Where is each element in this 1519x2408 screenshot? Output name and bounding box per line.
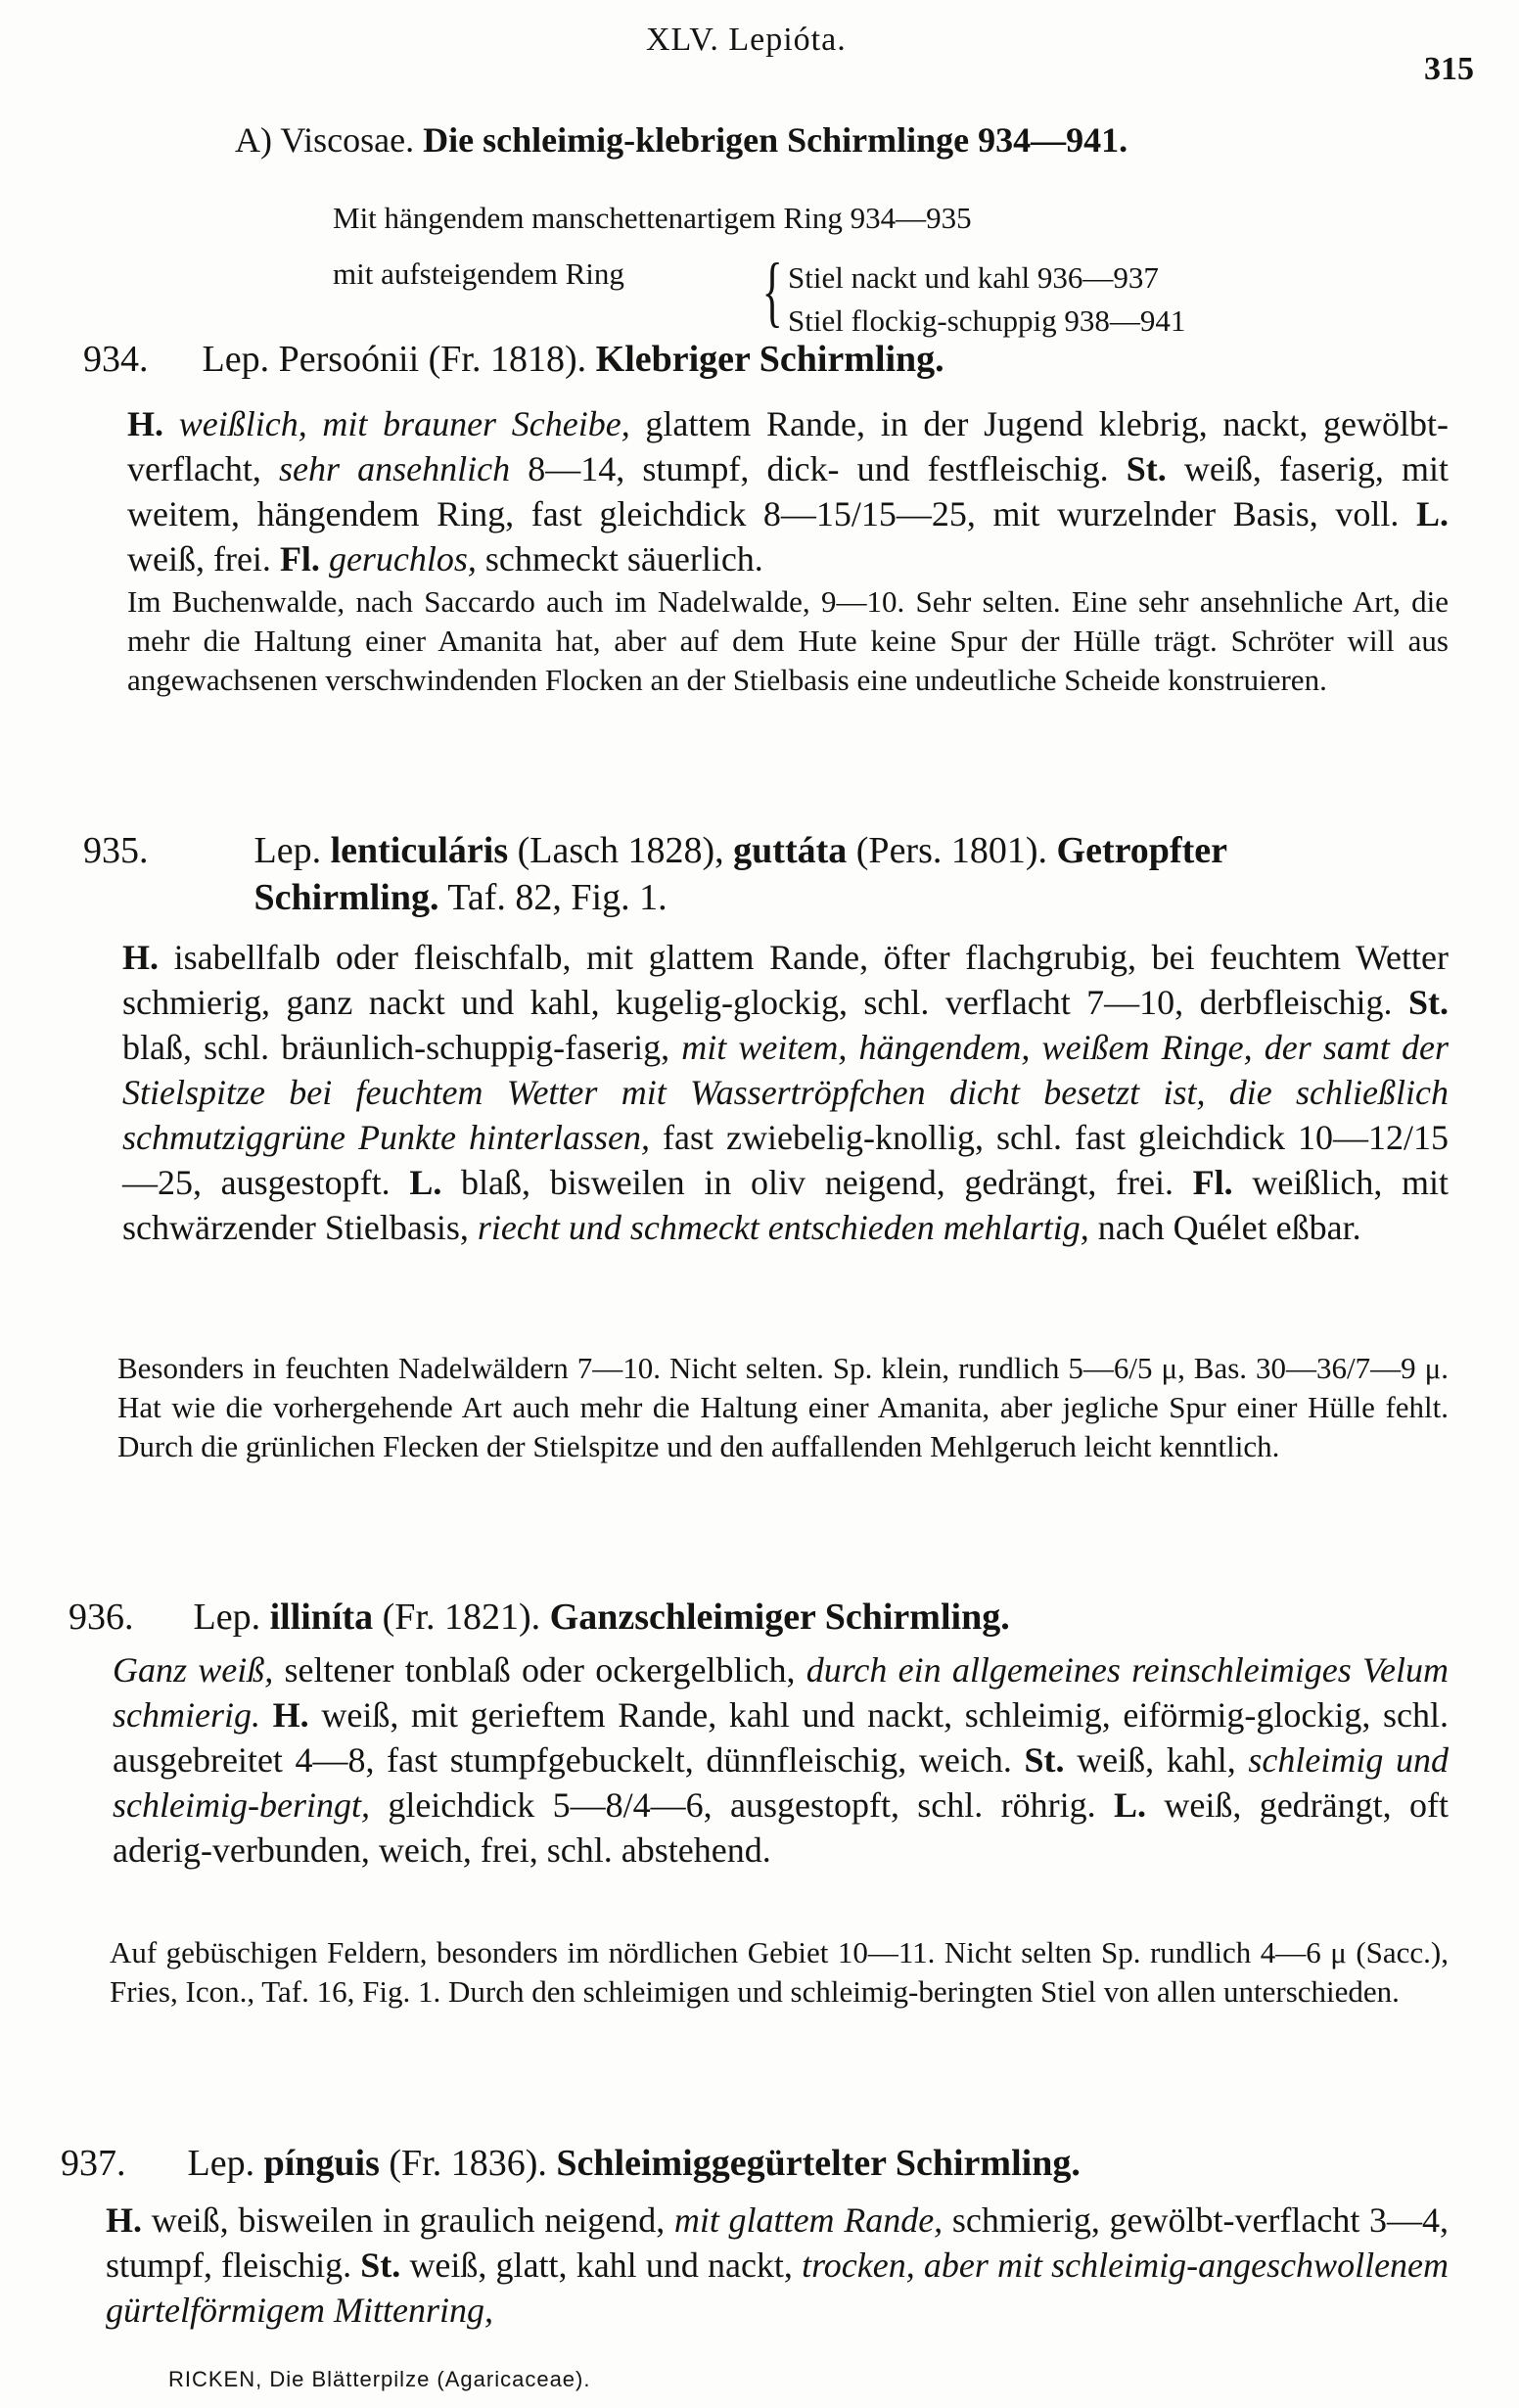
common-name: Getropfter bbox=[1056, 830, 1227, 871]
text: weiß, bisweilen in graulich neigend, bbox=[151, 2200, 666, 2240]
key-line-2-label: mit aufsteigendem Ring bbox=[333, 256, 624, 291]
entry-number: 936. bbox=[69, 1597, 134, 1638]
text-italic: durch ein allgemeines reinschleimiges Velum schmierig. bbox=[113, 1650, 1449, 1735]
entry-935-description bbox=[122, 935, 1449, 1250]
running-head: XLV. Lepióta. bbox=[646, 22, 847, 58]
author: (Fr. 1818). bbox=[428, 339, 587, 380]
author-synonym: (Pers. 1801). bbox=[855, 830, 1048, 871]
stiel-label: St. bbox=[1126, 449, 1167, 488]
entry-number: 937. bbox=[61, 2143, 126, 2184]
text-italic: mit glattem Rande, bbox=[673, 2200, 944, 2240]
genus: Lep. bbox=[193, 1597, 261, 1638]
text-italic: riecht und schmeckt entschieden mehlartig, bbox=[477, 1208, 1089, 1247]
stiel-label: St. bbox=[1407, 983, 1449, 1022]
author: (Fr. 1836). bbox=[389, 2143, 547, 2184]
common-name: Schleimiggegürtelter Schirmling. bbox=[556, 2143, 1081, 2184]
hut-label: H. bbox=[122, 938, 160, 977]
text: weiß, faserig, mit weitem, hängendem Ring, fast gleichdick 8—15/15—25, mit wurzelnder Basis, voll. bbox=[127, 449, 1450, 533]
text: weiß, kahl, bbox=[1077, 1740, 1236, 1780]
hut-label: H. bbox=[272, 1695, 309, 1735]
species-synonym: guttáta bbox=[733, 830, 848, 871]
hut-label: H. bbox=[127, 404, 164, 443]
text-italic: schleimig und schleimig-beringt, bbox=[113, 1740, 1450, 1825]
author: (Lasch 1828), bbox=[517, 830, 724, 871]
text: glattem Rande, in der Jugend klebrig, nackt, gewölbt-verflacht, bbox=[127, 404, 1450, 488]
species: pínguis bbox=[263, 2143, 380, 2184]
text: weiß, glatt, kahl und nackt, bbox=[409, 2246, 793, 2285]
text: weiß, frei. bbox=[127, 539, 271, 579]
entry-935-note: Besonders in feuchten Nadelwäldern 7—10. Nicht selten. Sp. klein, rundlich 5—6/5 μ, Bas. 30—36/7—9 μ. Hat wie die vorhergehende Art auch mehr die Haltung einer Amanita, aber jegliche Spur einer Hülle fehlt. Durch die grünlichen Flecken der Stielspitze und den auffallenden Mehlgeruch leicht kenntlich. bbox=[117, 1351, 1449, 1463]
lamellen-label: L. bbox=[1415, 494, 1449, 533]
text: weiß, gedrängt, oft aderig-verbunden, weich, frei, schl. abstehend. bbox=[113, 1785, 1449, 1870]
genus: Lep. bbox=[187, 2143, 255, 2184]
common-name: Ganzschleimiger Schirmling. bbox=[549, 1597, 1010, 1638]
text: isabellfalb oder fleischfalb, mit glattem Rande, öfter flachgrubig, bei feuchtem Wetter schmierig, ganz nackt und kahl, kugelig-glockig, schl. verflacht 7—10, derbfleischig. bbox=[122, 938, 1449, 1022]
key-option-1: Stiel nackt und kahl 936—937 bbox=[788, 260, 1159, 295]
fleisch-label: Fl. bbox=[1192, 1163, 1233, 1202]
entry-number: 935. bbox=[83, 830, 149, 871]
entry-935-title bbox=[83, 827, 1453, 921]
species: Persoónii bbox=[278, 339, 420, 380]
text-italic: sehr ansehnlich bbox=[279, 449, 511, 488]
species: lenticuláris bbox=[330, 830, 509, 871]
text-italic: geruchlos, bbox=[328, 539, 477, 579]
footer-source: RICKEN, Die Blätterpilze (Agaricaceae). bbox=[168, 2367, 591, 2391]
hut-label: H. bbox=[106, 2200, 143, 2240]
section-label: A) Viscosae. bbox=[235, 120, 415, 160]
lamellen-label: L. bbox=[409, 1163, 442, 1202]
entry-937-description bbox=[106, 2198, 1449, 2333]
text: blaß, schl. bräunlich-schuppig-faserig, bbox=[122, 1028, 670, 1067]
section-heading bbox=[235, 119, 1128, 161]
text: nach Quélet eßbar. bbox=[1097, 1208, 1361, 1247]
text: schmierig, gewölbt-verflacht 3—4, stumpf, fleischig. bbox=[106, 2200, 1450, 2285]
entry-934-title bbox=[83, 338, 944, 381]
key-line-2-options bbox=[788, 256, 1185, 343]
text-italic: weißlich, mit brauner Scheibe, bbox=[178, 404, 630, 443]
text: schmeckt säuerlich. bbox=[484, 539, 763, 579]
entry-937-title bbox=[61, 2142, 1081, 2185]
text: 8—14, stumpf, dick- und festfleischig. bbox=[528, 449, 1109, 488]
text: gleichdick 5—8/4—6, ausgestopft, schl. röhrig. bbox=[388, 1785, 1096, 1825]
fleisch-label: Fl. bbox=[279, 539, 320, 579]
entry-number: 934. bbox=[83, 339, 149, 380]
common-name: Klebriger Schirmling. bbox=[595, 339, 944, 380]
key-option-2: Stiel flockig-schuppig 938—941 bbox=[788, 303, 1186, 338]
text-italic: trocken, aber mit schleimig-angeschwollenem gürtelförmigem Mittenring, bbox=[106, 2246, 1450, 2330]
section-title: Die schleimig-klebrigen Schirmlinge 934—941. bbox=[423, 120, 1128, 160]
text: blaß, bisweilen in oliv neigend, gedrängt, frei. bbox=[461, 1163, 1174, 1202]
brace-glyph: { bbox=[761, 249, 783, 335]
entry-936-description bbox=[113, 1647, 1449, 1873]
entry-934-description bbox=[127, 401, 1449, 581]
text: seltener tonblaß oder ockergelblich, bbox=[284, 1650, 796, 1690]
text: weiß, mit gerieftem Rande, kahl und nackt, schleimig, eiförmig-glockig, schl. ausgebreitet 4—8, fast stumpfgebuckelt, dünnfleischig, weich. bbox=[113, 1695, 1450, 1780]
author: (Fr. 1821). bbox=[382, 1597, 541, 1638]
species: illiníta bbox=[269, 1597, 374, 1638]
key-line-1: Mit hängendem manschettenartigem Ring 934—935 bbox=[333, 201, 972, 235]
entry-936-title bbox=[69, 1596, 1010, 1639]
genus: Lep. bbox=[253, 830, 322, 871]
lamellen-label: L. bbox=[1113, 1785, 1146, 1825]
text-italic: mit weitem, hängendem, weißem Ringe, der samt der Stielspitze bei feuchtem Wetter mit Wassertröpfchen dicht besetzt ist, die schließlich schmutziggrüne Punkte hinterlassen, bbox=[122, 1028, 1449, 1157]
entry-936-note: Auf gebüschigen Feldern, besonders im nördlichen Gebiet 10—11. Nicht selten Sp. rundlich 4—6 μ (Sacc.), Fries, Icon., Taf. 16, Fig. 1. Durch den schleimigen und schleimig-beringten Stiel von allen unterschieden. bbox=[110, 1935, 1449, 2009]
text-italic: Ganz weiß, bbox=[113, 1650, 274, 1690]
plate-ref: Taf. 82, Fig. 1. bbox=[447, 877, 667, 918]
stiel-label: St. bbox=[360, 2246, 401, 2285]
stiel-label: St. bbox=[1024, 1740, 1065, 1780]
common-name-cont: Schirmling. bbox=[253, 877, 439, 918]
page-number: 315 bbox=[1424, 51, 1474, 87]
genus: Lep. bbox=[202, 339, 270, 380]
entry-934-note: Im Buchenwalde, nach Saccardo auch im Nadelwalde, 9—10. Sehr selten. Eine sehr ansehnliche Art, die mehr die Haltung einer Amanita hat, aber auf dem Hute keine Spur der Hülle trägt. Schröter will aus angewachsenen verschwindenden Flocken an der Stielbasis eine undeutliche Scheide konstruieren. bbox=[127, 584, 1449, 697]
text: fast zwiebelig-knollig, schl. fast gleichdick 10—12/15—25, ausgestopft. bbox=[122, 1118, 1450, 1202]
text: weißlich, mit schwärzender Stielbasis, bbox=[122, 1163, 1450, 1247]
